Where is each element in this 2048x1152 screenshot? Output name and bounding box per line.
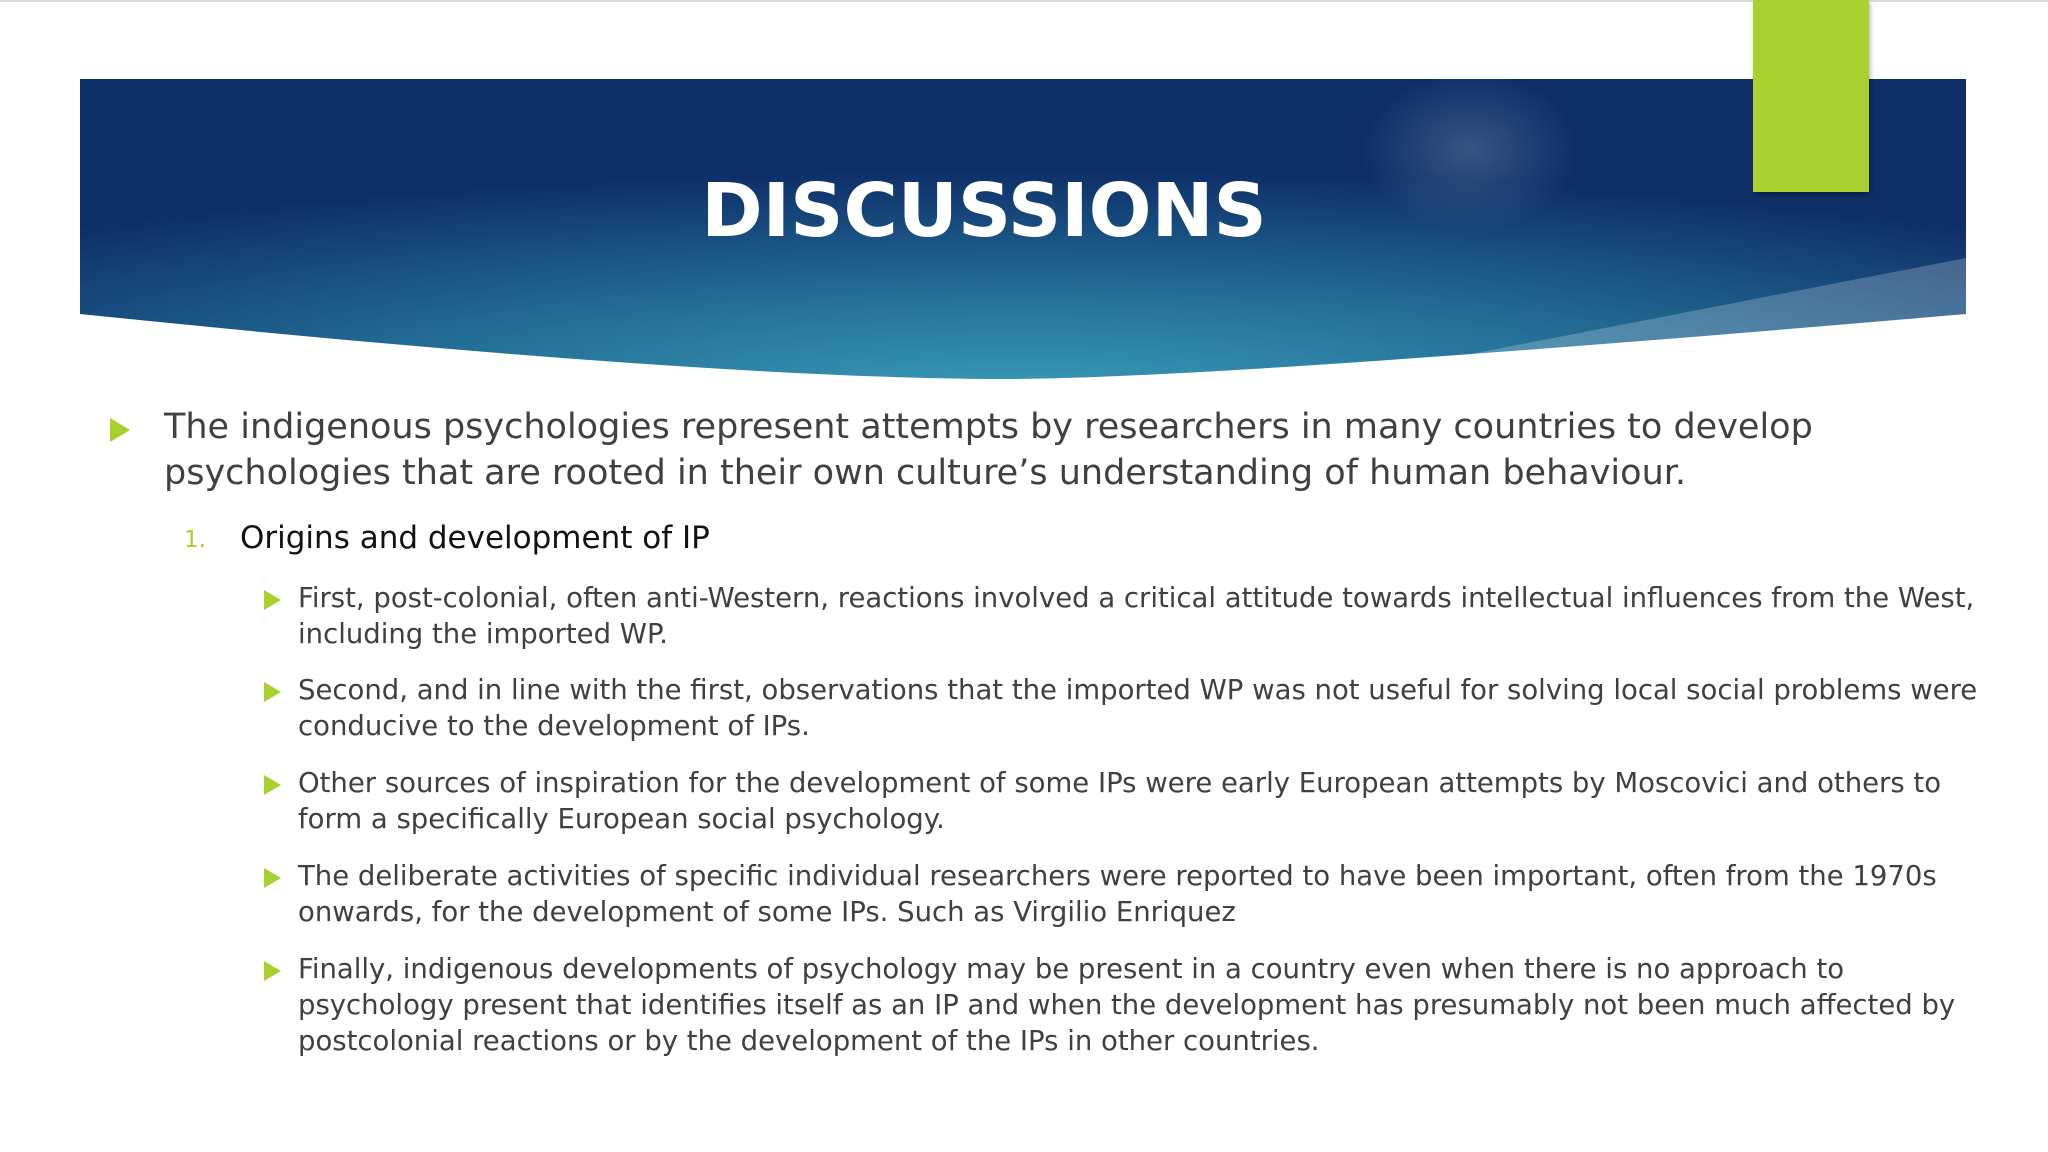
slide-title: DISCUSSIONS (701, 168, 1267, 254)
triangle-right-icon (264, 590, 281, 610)
sub-bullet-text: Second, and in line with the first, observations that the imported WP was not useful for solving local social problems were conducive to the development of IPs. (298, 674, 1978, 742)
triangle-right-icon (264, 961, 281, 981)
sub-bullet-text: First, post-colonial, often anti-Western, reactions involved a critical attitude towards intellectual influences from the West, including the imported WP. (298, 582, 1975, 650)
accent-tab (1753, 0, 1869, 192)
triangle-right-icon (110, 418, 130, 442)
sub-bullet-text: Finally, indigenous developments of psychology may be present in a country even when there is no approach to psychology present that identifies itself as an IP and when the development has presumably not been much affected by postcolonial reactions or by the development of the IPs in other countries. (298, 953, 1956, 1057)
triangle-right-icon (264, 868, 281, 888)
section-heading: Origins and development of IP (240, 520, 710, 556)
section-number: 1. (184, 527, 206, 553)
sub-bullet-text: The deliberate activities of specific individual researchers were reported to have been important, often from the 1970s onwards, for the development of some IPs. Such as Virgilio Enriquez (298, 860, 1937, 928)
sub-bullet-text: Other sources of inspiration for the development of some IPs were early European attempts by Moscovici and others to form a specifically European social psychology. (298, 767, 1942, 835)
triangle-right-icon (264, 682, 281, 702)
triangle-right-icon (264, 775, 281, 795)
main-bullet-text: The indigenous psychologies represent attempts by researchers in many countries to develop psychologies that are rooted in their own culture’s understanding of human behaviour. (164, 407, 1813, 493)
